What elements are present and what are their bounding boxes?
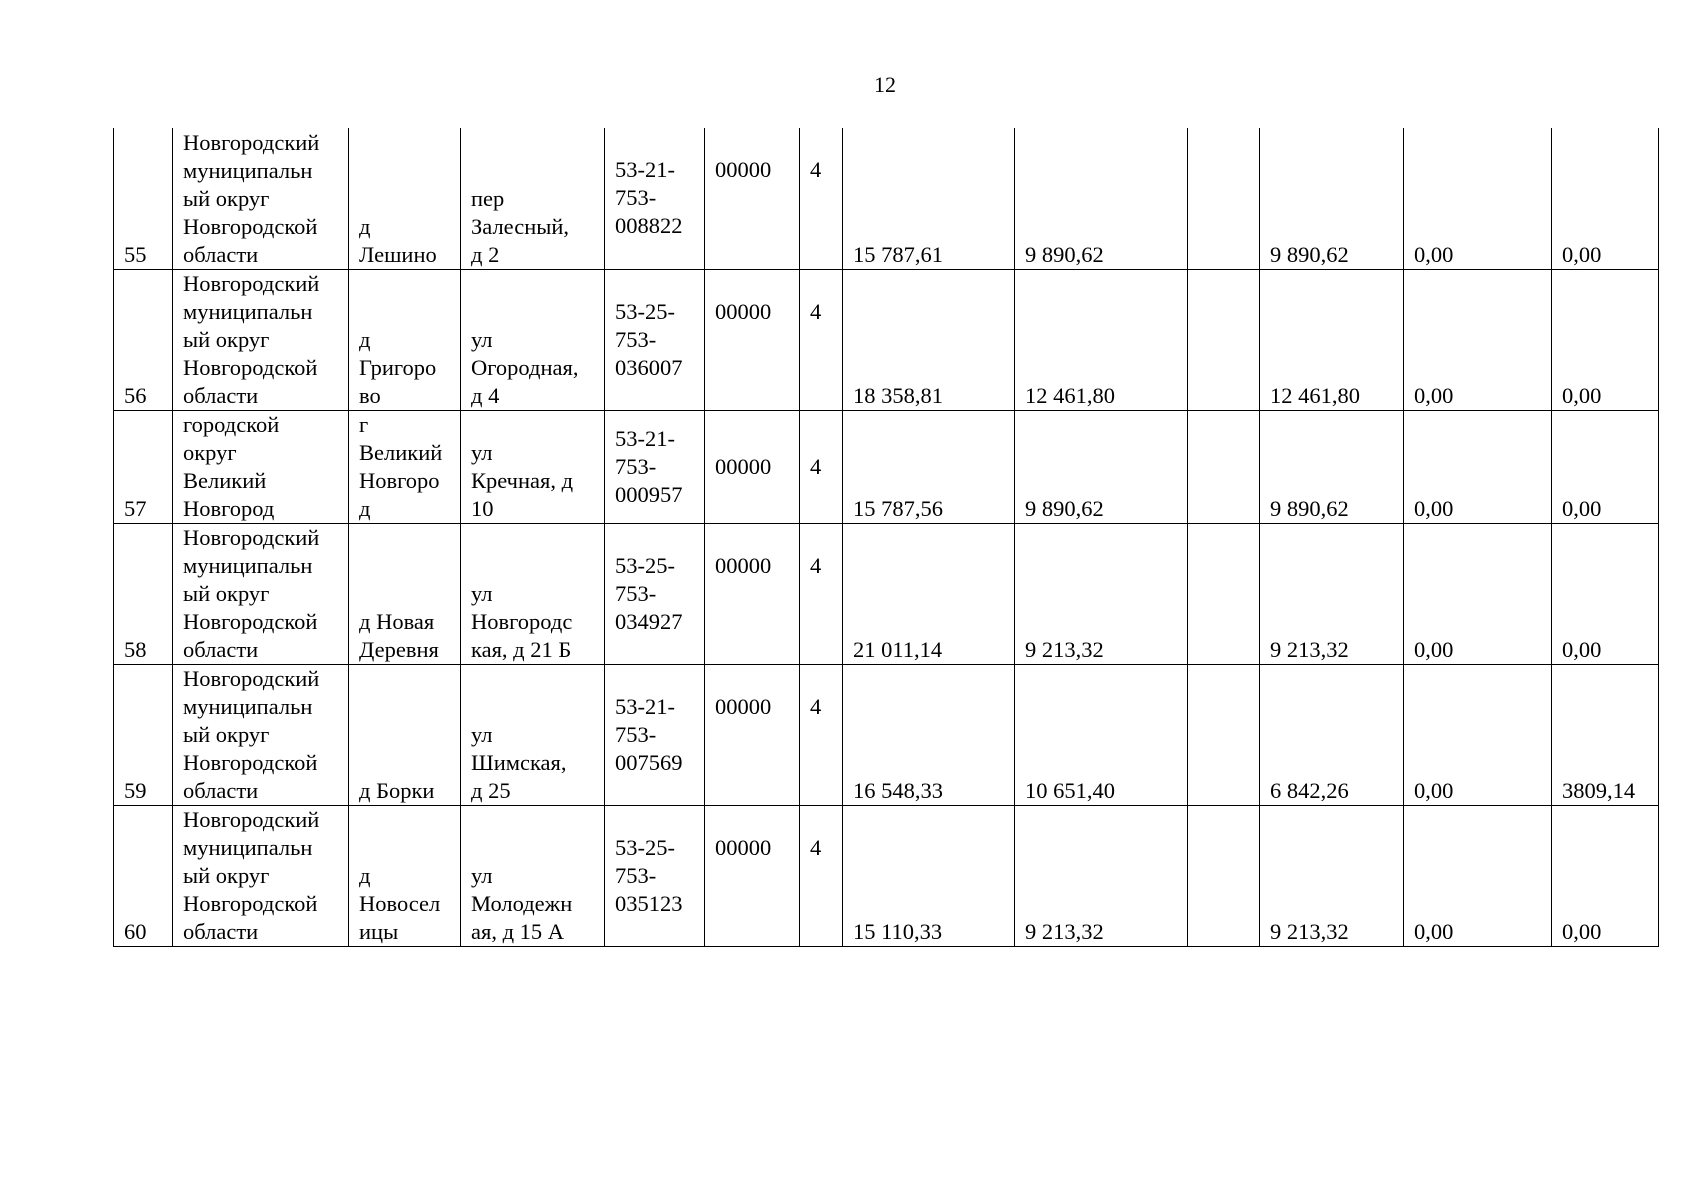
table-row	[114, 523, 1659, 664]
amount-paid-cell: 9 890,62	[1260, 410, 1404, 523]
cadastral-code-cell: 53-25- 753- 036007	[605, 269, 705, 410]
cadastral-code-cell: 53-21- 753- 007569	[605, 664, 705, 805]
amount-paid-cell: 6 842,26	[1260, 664, 1404, 805]
cadastral-code-cell: 53-21- 753- 008822	[605, 128, 705, 269]
street-cell: пер Залесный, д 2	[461, 128, 605, 269]
settlement-cell: д Новосел ицы	[349, 805, 461, 946]
amount-total-cell: 18 358,81	[843, 269, 1015, 410]
table-row	[114, 410, 1659, 523]
district-cell: Новгородский муниципальн ый округ Новгородской области	[173, 269, 349, 410]
settlement-cell: д Григоро во	[349, 269, 461, 410]
empty-cell	[1188, 410, 1260, 523]
row-number-cell: 58	[114, 523, 173, 664]
amount-remaining-cell: 0,00	[1552, 523, 1659, 664]
amount-total-cell: 15 787,61	[843, 128, 1015, 269]
settlement-cell: г Великий Новгоро д	[349, 410, 461, 523]
district-cell: Новгородский муниципальн ый округ Новгородской области	[173, 128, 349, 269]
row-number-cell: 56	[114, 269, 173, 410]
table-row	[114, 128, 1659, 269]
amount-paid-cell: 9 213,32	[1260, 523, 1404, 664]
empty-cell	[1188, 805, 1260, 946]
row-number-cell: 59	[114, 664, 173, 805]
amount-total-cell: 21 011,14	[843, 523, 1015, 664]
district-cell: Новгородский муниципальн ый округ Новгородской области	[173, 664, 349, 805]
settlement-cell: д Лешино	[349, 128, 461, 269]
category-cell: 4	[800, 523, 843, 664]
amount-remaining-cell: 0,00	[1552, 128, 1659, 269]
code-zero-cell: 00000	[705, 128, 800, 269]
amount-cell: 9 890,62	[1015, 128, 1188, 269]
empty-cell	[1188, 664, 1260, 805]
cadastral-code-cell: 53-21- 753- 000957	[605, 410, 705, 523]
amount-total-cell: 15 110,33	[843, 805, 1015, 946]
cadastral-code-cell: 53-25- 753- 035123	[605, 805, 705, 946]
row-number-cell: 60	[114, 805, 173, 946]
amount-zero-cell: 0,00	[1404, 269, 1552, 410]
table-row	[114, 664, 1659, 805]
data-table	[113, 128, 1659, 947]
category-cell: 4	[800, 664, 843, 805]
code-zero-cell: 00000	[705, 410, 800, 523]
amount-cell: 12 461,80	[1015, 269, 1188, 410]
district-cell: городской округ Великий Новгород	[173, 410, 349, 523]
amount-remaining-cell: 0,00	[1552, 410, 1659, 523]
category-cell: 4	[800, 128, 843, 269]
empty-cell	[1188, 523, 1260, 664]
category-cell: 4	[800, 805, 843, 946]
category-cell: 4	[800, 410, 843, 523]
amount-paid-cell: 9 890,62	[1260, 128, 1404, 269]
amount-remaining-cell: 0,00	[1552, 269, 1659, 410]
street-cell: ул Кречная, д 10	[461, 410, 605, 523]
amount-cell: 9 213,32	[1015, 523, 1188, 664]
code-zero-cell: 00000	[705, 269, 800, 410]
row-number-cell: 57	[114, 410, 173, 523]
code-zero-cell: 00000	[705, 523, 800, 664]
table-row	[114, 269, 1659, 410]
amount-remaining-cell: 0,00	[1552, 805, 1659, 946]
amount-zero-cell: 0,00	[1404, 805, 1552, 946]
amount-zero-cell: 0,00	[1404, 128, 1552, 269]
amount-total-cell: 15 787,56	[843, 410, 1015, 523]
amount-paid-cell: 12 461,80	[1260, 269, 1404, 410]
page-number: 12	[874, 72, 896, 97]
amount-zero-cell: 0,00	[1404, 410, 1552, 523]
district-cell: Новгородский муниципальн ый округ Новгородской области	[173, 523, 349, 664]
amount-paid-cell: 9 213,32	[1260, 805, 1404, 946]
category-cell: 4	[800, 269, 843, 410]
street-cell: ул Новгородс кая, д 21 Б	[461, 523, 605, 664]
street-cell: ул Огородная, д 4	[461, 269, 605, 410]
amount-zero-cell: 0,00	[1404, 523, 1552, 664]
amount-cell: 9 213,32	[1015, 805, 1188, 946]
empty-cell	[1188, 128, 1260, 269]
code-zero-cell: 00000	[705, 664, 800, 805]
cadastral-code-cell: 53-25- 753- 034927	[605, 523, 705, 664]
amount-remaining-cell: 3809,14	[1552, 664, 1659, 805]
street-cell: ул Шимская, д 25	[461, 664, 605, 805]
street-cell: ул Молодежн ая, д 15 А	[461, 805, 605, 946]
amount-zero-cell: 0,00	[1404, 664, 1552, 805]
settlement-cell: д Новая Деревня	[349, 523, 461, 664]
settlement-cell: д Борки	[349, 664, 461, 805]
amount-cell: 10 651,40	[1015, 664, 1188, 805]
amount-cell: 9 890,62	[1015, 410, 1188, 523]
district-cell: Новгородский муниципальн ый округ Новгородской области	[173, 805, 349, 946]
amount-total-cell: 16 548,33	[843, 664, 1015, 805]
empty-cell	[1188, 269, 1260, 410]
code-zero-cell: 00000	[705, 805, 800, 946]
table-row	[114, 805, 1659, 946]
row-number-cell: 55	[114, 128, 173, 269]
